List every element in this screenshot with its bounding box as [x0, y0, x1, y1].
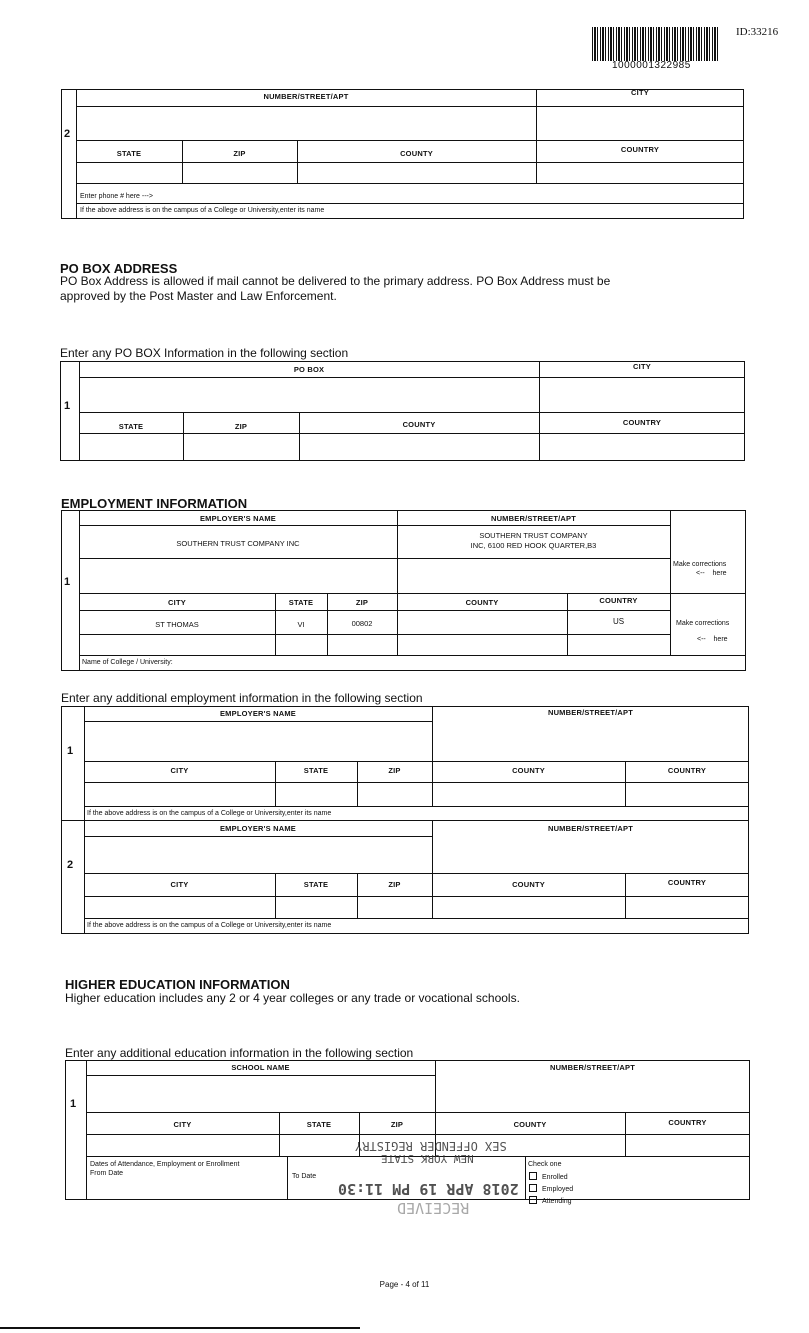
col-county-2: COUNTY: [512, 880, 545, 889]
barcode: [592, 27, 720, 61]
po-box-section-prompt: Enter any PO BOX Information in the following section: [60, 346, 349, 360]
to-date-label: To Date: [292, 1173, 317, 1180]
dates-label: Dates of Attendance, Employment or Enrollment: [90, 1161, 240, 1168]
col-street: NUMBER/STREET/APT: [549, 1063, 636, 1072]
row-2-number: 2: [67, 859, 74, 871]
col-street: NUMBER/STREET/APT: [490, 514, 577, 523]
stamp-line-3: 2018 APR 19 PM 11:30: [338, 1180, 519, 1198]
row-number: 2: [64, 128, 71, 140]
col-city-1: CITY: [170, 766, 189, 775]
col-zip: ZIP: [233, 149, 246, 158]
col-zip-1: ZIP: [388, 766, 401, 775]
employed-label: Employed: [542, 1186, 574, 1193]
po-box-desc-2: approved by the Post Master and Law Enforcement.: [60, 289, 337, 303]
col-street-1: NUMBER/STREET/APT: [547, 708, 634, 717]
row-number: 1: [70, 1098, 77, 1110]
stamp-line-1: SEX OFFENDER REGISTRY: [355, 1139, 507, 1153]
col-country: COUNTRY: [620, 145, 660, 154]
col-state-2: STATE: [303, 880, 329, 889]
col-county-1: COUNTY: [512, 766, 545, 775]
col-state: STATE: [118, 422, 144, 431]
po-box-title: PO BOX ADDRESS: [60, 261, 178, 276]
zip-value: 00802: [351, 619, 373, 628]
col-state: STATE: [116, 149, 142, 158]
col-employer-2: EMPLOYER'S NAME: [219, 824, 297, 833]
from-date-label: From Date: [90, 1170, 124, 1177]
col-city: CITY: [173, 1120, 192, 1129]
col-school: SCHOOL NAME: [231, 1063, 290, 1072]
corrections-1-arrow: <-- here: [696, 570, 727, 577]
enrolled-checkbox[interactable]: [529, 1172, 537, 1180]
col-employer-1: EMPLOYER'S NAME: [219, 709, 297, 718]
col-zip: ZIP: [355, 598, 369, 607]
corrections-1: Make corrections: [673, 561, 727, 568]
phone-prompt: Enter phone # here --->: [80, 193, 153, 200]
col-city: CITY: [631, 88, 649, 97]
row-number: 1: [64, 400, 71, 412]
campus-note-2: If the above address is on the campus of a College or University,enter its name: [87, 922, 332, 929]
col-country: COUNTRY: [622, 418, 662, 427]
country-value: US: [612, 617, 625, 626]
col-state: STATE: [306, 1120, 332, 1129]
enrolled-label: Enrolled: [542, 1174, 568, 1181]
corrections-2-arrow: <-- here: [697, 636, 728, 643]
stamp-line-2: NEW YORK STATE: [381, 1152, 474, 1165]
city-value: ST THOMAS: [155, 620, 199, 629]
col-city: CITY: [633, 362, 651, 371]
campus-note: If the above address is on the campus of a College or University,enter its name: [80, 207, 325, 214]
employment-title: EMPLOYMENT INFORMATION: [61, 496, 248, 511]
document-id: ID:33216: [736, 26, 779, 38]
check-one-label: Check one: [528, 1161, 562, 1168]
education-section-prompt: Enter any additional education information in the following section: [65, 1046, 414, 1060]
col-zip-2: ZIP: [388, 880, 401, 889]
col-zip: ZIP: [234, 422, 248, 431]
col-employer: EMPLOYER'S NAME: [199, 514, 277, 523]
stamp-line-4: RECEIVED: [397, 1199, 470, 1217]
campus-note-1: If the above address is on the campus of a College or University,enter its name: [87, 810, 332, 817]
col-county: COUNTY: [465, 598, 499, 607]
col-country-1: COUNTRY: [667, 766, 707, 775]
col-city: CITY: [168, 598, 186, 607]
col-county: COUNTY: [513, 1120, 547, 1129]
attending-label: Attending: [542, 1198, 572, 1205]
higher-education-title: HIGHER EDUCATION INFORMATION: [65, 977, 290, 992]
higher-education-desc: Higher education includes any 2 or 4 year colleges or any trade or vocational schools.: [65, 991, 520, 1005]
corrections-2: Make corrections: [676, 620, 730, 627]
col-state: STATE: [288, 598, 314, 607]
col-state-1: STATE: [303, 766, 329, 775]
state-value: VI: [297, 620, 305, 629]
col-country: COUNTRY: [599, 596, 638, 605]
bottom-rule: [0, 1327, 360, 1329]
col-city-2: CITY: [170, 880, 189, 889]
barcode-number: 1000001322985: [612, 60, 691, 71]
col-street: NUMBER/STREET/APT: [263, 92, 349, 101]
additional-employment-prompt: Enter any additional employment information in the following section: [61, 691, 423, 705]
attending-checkbox[interactable]: [529, 1196, 537, 1204]
po-box-desc-1: PO Box Address is allowed if mail cannot be delivered to the primary address. PO Box Address must be: [60, 274, 611, 288]
col-street-2: NUMBER/STREET/APT: [547, 824, 634, 833]
col-country-2: COUNTRY: [667, 878, 707, 887]
page-number: Page - 4 of 11: [379, 1280, 430, 1289]
col-zip: ZIP: [390, 1120, 404, 1129]
row-1-number: 1: [67, 745, 74, 757]
street-value-2: INC, 6100 RED HOOK QUARTER,B3: [470, 541, 597, 550]
col-county: COUNTY: [402, 420, 436, 429]
employed-checkbox[interactable]: [529, 1184, 537, 1192]
row-number: 1: [64, 576, 71, 588]
col-pobox: PO BOX: [293, 365, 325, 374]
col-county: COUNTY: [400, 149, 433, 158]
college-label: Name of College / University:: [82, 659, 173, 666]
col-country: COUNTRY: [668, 1118, 707, 1127]
street-value-1: SOUTHERN TRUST COMPANY: [479, 531, 588, 540]
employer-value: SOUTHERN TRUST COMPANY INC: [176, 539, 300, 548]
